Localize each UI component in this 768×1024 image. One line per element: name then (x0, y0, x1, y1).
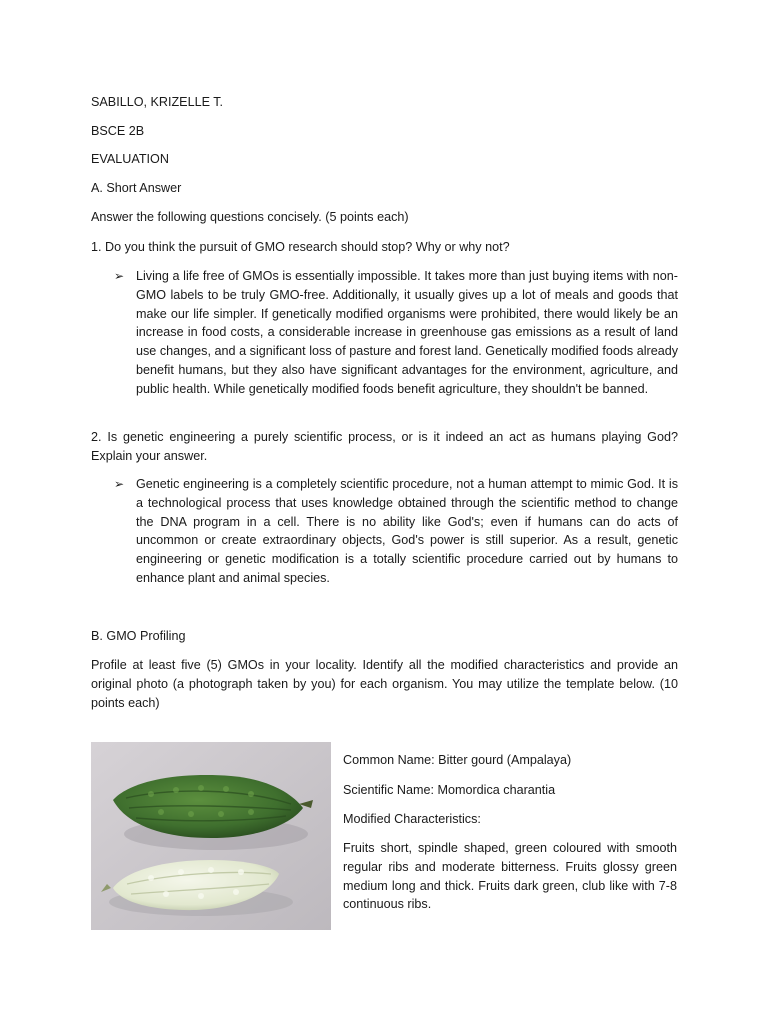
answer-1: Living a life free of GMOs is essentially impossible. It takes more than just buying items with non-GMO labels to be truly GMO-free. Additionally, it usually gives up a lot of meals and goods that make our life simpler. If genetically modified organisms were prohibited, there would likely be an increase in food costs, a considerable increase in greenhouse gas emissions as a result of land use changes, and a significant loss of pasture and forest land. Genetically modified foods already benefit humans, but they also have significant advantages for the environment, agriculture, and public health. While genetically modified foods benefit agriculture, they shouldn't be banned. (136, 269, 678, 396)
profile-modified-label: Modified Characteristics: (343, 812, 481, 826)
answer-2: Genetic engineering is a completely scientific procedure, not a human attempt to mimic God. It is a technological process that uses knowledge obtained through the scientific method to change the DNA program in a cell. There is no ability like God's; even if humans can do acts of uncommon or create extraordinary objects, God's power is still superior. As a result, genetic engineering or genetic modification is a totally scientific procedure carried out by humans to enhance plant and animal species. (136, 477, 678, 585)
profile-description: Fruits short, spindle shaped, green coloured with smooth regular ribs and moderate bitterness. Fruits glossy green medium long and thick. Fruits dark green, club like with 7-8 continuous ribs. (343, 841, 677, 912)
arrow-bullet-icon: ➢ (114, 269, 125, 283)
document-title: EVALUATION (91, 152, 169, 166)
profile-scientific-name: Scientific Name: Momordica charantia (343, 783, 556, 797)
bitter-gourd-photo (91, 742, 331, 930)
part-b-instructions: Profile at least five (5) GMOs in your locality. Identify all the modified characteristics and provide an original photo (a photograph taken by you) for each organism. You may utilize the template below. (10 points each) (91, 658, 678, 710)
profile-common-name: Common Name: Bitter gourd (Ampalaya) (343, 753, 572, 767)
part-a-heading: A. Short Answer (91, 181, 182, 195)
arrow-bullet-icon: ➢ (114, 477, 125, 491)
part-a-instructions: Answer the following questions concisely. (5 points each) (91, 210, 409, 224)
student-name: SABILLO, KRIZELLE T. (91, 95, 224, 109)
part-b-heading: B. GMO Profiling (91, 629, 186, 643)
question-2: 2. Is genetic engineering a purely scientific process, or is it indeed an act as humans playing God? Explain your answer. (91, 430, 678, 463)
student-section: BSCE 2B (91, 124, 145, 138)
question-1: 1. Do you think the pursuit of GMO research should stop? Why or why not? (91, 240, 510, 254)
